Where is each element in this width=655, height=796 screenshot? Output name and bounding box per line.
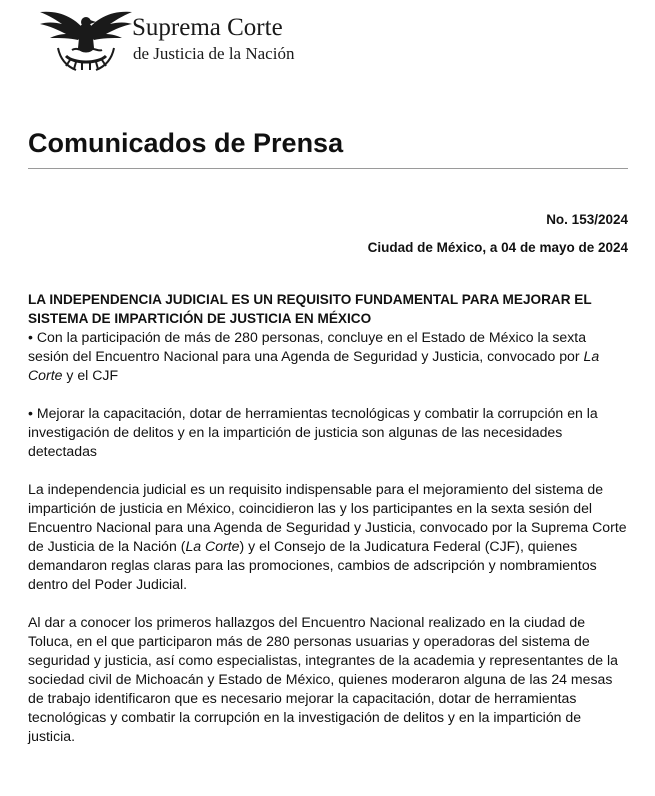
article-headline: LA INDEPENDENCIA JUDICIAL ES UN REQUISITO FUNDAMENTAL PARA MEJORAR EL SISTEMA DE IMPARTICIÓN DE JUSTICIA EN MÉXICO — [28, 292, 592, 326]
paragraph-1-text: La independencia judicial es un requisito indispensable para el mejoramiento del sistema de impartición de justicia en México, coincidieron las y los participantes en la sexta sesión del Encuentro Nacional para una Agenda de Seguridad y Justicia, convocado por la Suprema Corte de Justicia de la Nación ( — [28, 481, 627, 554]
org-header — [36, 4, 436, 76]
paragraph-1-emphasis: La Corte — [185, 538, 240, 554]
article-paragraph-1 — [28, 480, 630, 594]
bullet-1-text: • Con la participación de más de 280 personas, concluye en el Estado de México la sexta sesión del Encuentro Nacional para una Agenda de Seguridad y Justicia, convocado por — [28, 329, 587, 364]
bullet-1-emphasis: La Corte — [28, 348, 600, 383]
eagle-seal-icon — [36, 4, 136, 76]
summary-bullet-1 — [28, 328, 630, 385]
bullet-1-text-end: y el CJF — [62, 367, 119, 383]
title-divider — [28, 168, 628, 169]
release-dateline: Ciudad de México, a 04 de mayo de 2024 — [367, 240, 628, 255]
summary-bullet-2: • Mejorar la capacitación, dotar de herramientas tecnológicas y combatir la corrupción en la investigación de delitos y en la impartición de justicia son algunas de las necesidades detectadas — [28, 405, 598, 459]
org-subname: de Justicia de la Nación — [133, 44, 295, 63]
article-body — [28, 290, 630, 746]
paragraph-1-text-end: ) y el Consejo de la Judicatura Federal (CJF), quienes demandaron reglas claras para las promociones, cambios de adscripción y nombramientos dentro del Poder Judicial. — [28, 538, 597, 592]
page-title: Comunicados de Prensa — [28, 128, 344, 158]
article-paragraph-2: Al dar a conocer los primeros hallazgos del Encuentro Nacional realizado en la ciudad de Toluca, en el que participaron más de 280 personas usuarias y operadoras del sistema de seguridad y justicia, así como especialistas, integrantes de la academia y representantes de la sociedad civil de Michoacán y Estado de México, quienes moderaron alguna de las 24 mesas de trabajo identificaron que es necesario mejorar la capacitación, dotar de herramientas tecnológicas y combatir la corrupción en la investigación de delitos y en la impartición de justicia. — [28, 614, 618, 744]
release-number: No. 153/2024 — [546, 212, 628, 227]
org-name: Suprema Corte — [132, 14, 283, 41]
